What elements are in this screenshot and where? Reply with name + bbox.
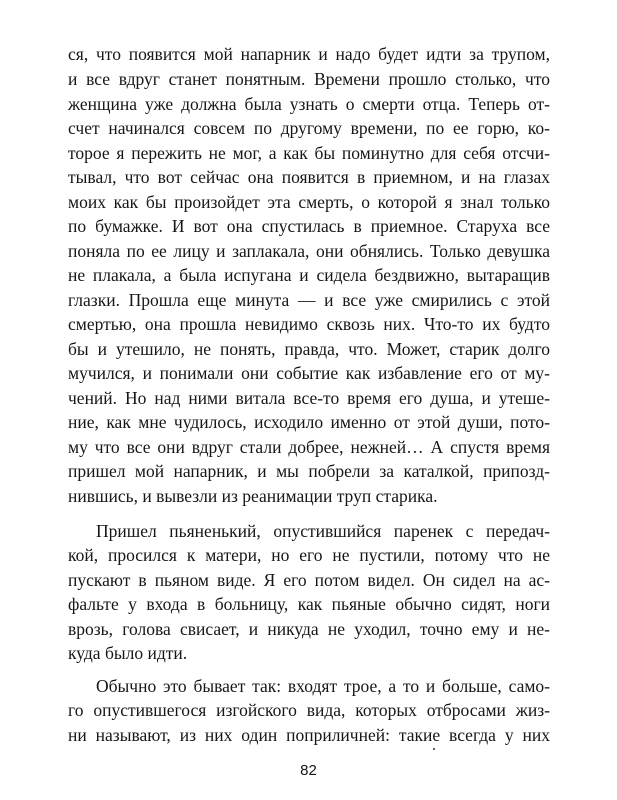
text-line: тывал, что вот сейчас она появится в приемном, и на глазах bbox=[68, 167, 550, 187]
text-line: торое я пережить не мог, а как бы поминутно для себя отсчи- bbox=[68, 143, 550, 163]
text-line: пускают в пьяном виде. Я его потом видел. Он сидел на ас- bbox=[68, 570, 550, 590]
text-line: куда было идти. bbox=[68, 643, 188, 663]
text-line: Пришел пьяненький, опустившийся паренек с передач- bbox=[96, 521, 550, 541]
print-speck bbox=[433, 748, 435, 750]
text-line: не плакала, а была испугана и сидела бездвижно, вытаращив bbox=[68, 265, 550, 285]
text-line: смертью, она прошла невидимо сквозь них. Что-то их будто bbox=[68, 314, 550, 334]
text-line: го опустившегося изгойского вида, которых отбросами жиз- bbox=[68, 700, 550, 720]
text-line: глазки. Прошла еще минута — и все уже смирились с этой bbox=[68, 290, 550, 310]
text-line: му что все они вдруг стали добрее, нежней… А спустя время bbox=[68, 437, 550, 457]
text-line: женщина уже должна была узнать о смерти отца. Теперь от- bbox=[68, 94, 550, 114]
text-line: фальте у входа в больницу, как пьяные обычно сидят, ноги bbox=[68, 594, 550, 614]
text-line: нившись, и вывезли из реанимации труп старика. bbox=[68, 486, 438, 506]
text-line: ни называют, из них один поприличней: такие всегда у них bbox=[68, 725, 550, 745]
text-line: чений. Но над ними витала все-то время его душа, и утеше- bbox=[68, 388, 550, 408]
text-line: Обычно это бывает так: входят трое, а то и больше, само- bbox=[96, 676, 550, 696]
text-line: бы и утешило, не понять, правда, что. Может, старик долго bbox=[68, 339, 550, 359]
text-line: моих как бы произойдет эта смерть, о которой я знал только bbox=[68, 192, 550, 212]
text-line: кой, просился к матери, но его не пустили, потому что не bbox=[68, 545, 550, 565]
text-line: врозь, голова свисает, и никуда не уходил, точно ему и не- bbox=[68, 619, 550, 639]
text-line: пришел мой напарник, и мы побрели за каталкой, припозд- bbox=[68, 461, 550, 481]
text-line: ние, как мне чудилось, исходило именно от этой души, пото- bbox=[68, 412, 550, 432]
text-line: мучился, и понимали они событие как избавление его от му- bbox=[68, 363, 550, 383]
page-number: 82 bbox=[300, 762, 317, 779]
text-line: поняла по ее лицу и заплакала, они обнялись. Только девушка bbox=[68, 241, 550, 261]
text-line: счет начинался совсем по другому времени, по ее горю, ко- bbox=[68, 118, 550, 138]
text-line: по бумажке. И вот она спустилась в приемное. Старуха все bbox=[68, 216, 550, 236]
text-line: и все вдруг станет понятным. Времени прошло столько, что bbox=[68, 69, 550, 89]
text-line: ся, что появится мой напарник и надо будет идти за трупом, bbox=[68, 44, 550, 64]
